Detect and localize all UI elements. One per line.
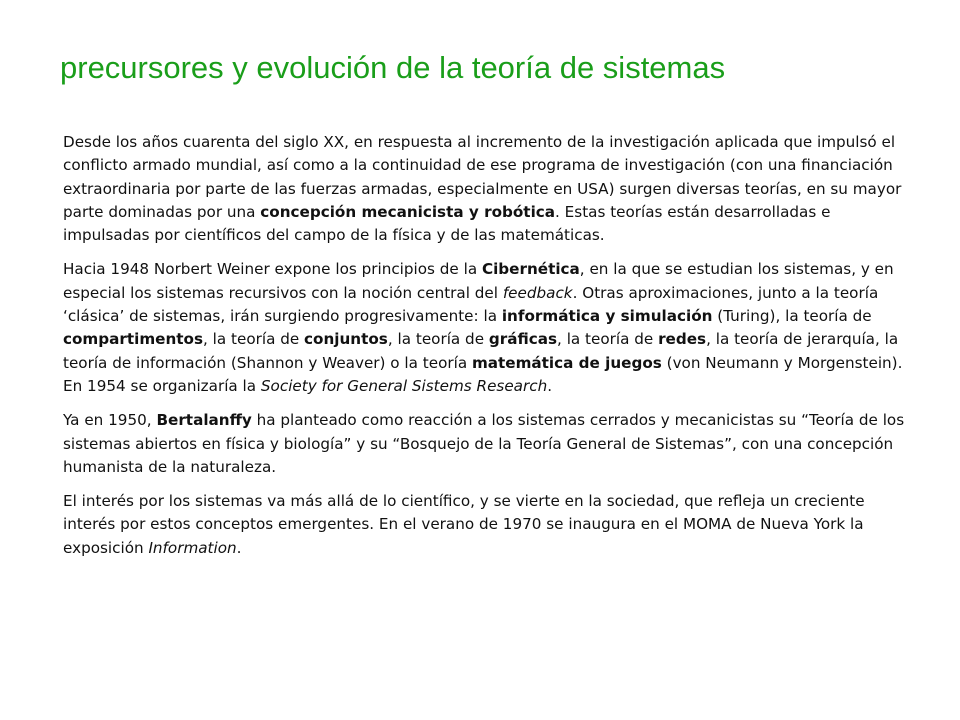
paragraph-3 [63, 409, 905, 479]
text-run: . Otras aproximaciones, junto a la teoría ‘clásica’ de sistemas, irán surgiendo progresivamente: la [63, 283, 879, 326]
slide-body [63, 131, 905, 571]
paragraph-2 [63, 258, 905, 398]
paragraph-4 [63, 490, 905, 560]
bold-term: matemática de juegos [471, 353, 662, 372]
text-run: (Turing), la teoría de [712, 307, 872, 326]
text-run: , la teoría de [203, 330, 305, 349]
slide-title: precursores y evolución de la teoría de sistemas [60, 50, 726, 85]
text-run: , la teoría de jerarquía, la teoría de información (Shannon y Weaver) o la teoría [63, 330, 899, 372]
italic-term: feedback [502, 283, 573, 302]
bold-term: conjuntos [304, 330, 388, 349]
text-run: , en la que se estudian los sistemas, y en especial los sistemas recursivos con la noción central del [63, 260, 894, 302]
text-run: ha planteado como reacción a los sistemas cerrados y mecanicistas su “Teoría de los sistemas abiertos en física y biología” y su “Bosquejo de la Teoría General de Sistemas”, con una concepción humanista de la naturaleza. [63, 411, 905, 476]
text-run: . [547, 376, 553, 395]
text-run: Ya en 1950, [63, 411, 157, 430]
text-run: Desde los años cuarenta del siglo XX, en respuesta al incremento de la investigación aplicada que impulsó el conflicto armado mundial, así como a la continuidad de ese programa de investigación (con una financiación extraordinaria por parte de las fuerzas armadas, especialmente en USA) surgen diversas teorías, en su mayor parte dominadas por una [63, 133, 902, 221]
text-run: , la teoría de [557, 330, 659, 349]
bold-term: redes [658, 330, 707, 349]
bold-term: compartimentos [63, 330, 204, 349]
text-run: , la teoría de [387, 330, 489, 349]
text-run: Hacia 1948 Norbert Weiner expone los principios de la [63, 260, 482, 279]
italic-term: Information [148, 538, 237, 557]
bold-term: Cibernética [481, 260, 580, 279]
bold-term: gráficas [488, 330, 558, 349]
paragraph-1 [63, 131, 905, 247]
bold-term: informática y simulación [501, 307, 713, 326]
text-run: . [236, 538, 242, 557]
bold-term: Bertalanffy [156, 411, 252, 430]
text-run: . Estas teorías están desarrolladas e impulsadas por científicos del campo de la física y de las matemáticas. [63, 202, 831, 245]
bold-term: concepción mecanicista y robótica [260, 202, 556, 221]
text-run: El interés por los sistemas va más allá de lo científico, y se vierte en la sociedad, que refleja un creciente interés por estos conceptos emergentes. En el verano de 1970 se inaugura en el MOMA de Nueva York la exposición [63, 492, 865, 557]
italic-term: Society for General Sistems Research [260, 376, 548, 395]
text-run: (von Neumann y Morgenstein). En 1954 se organizaría la [63, 353, 903, 395]
